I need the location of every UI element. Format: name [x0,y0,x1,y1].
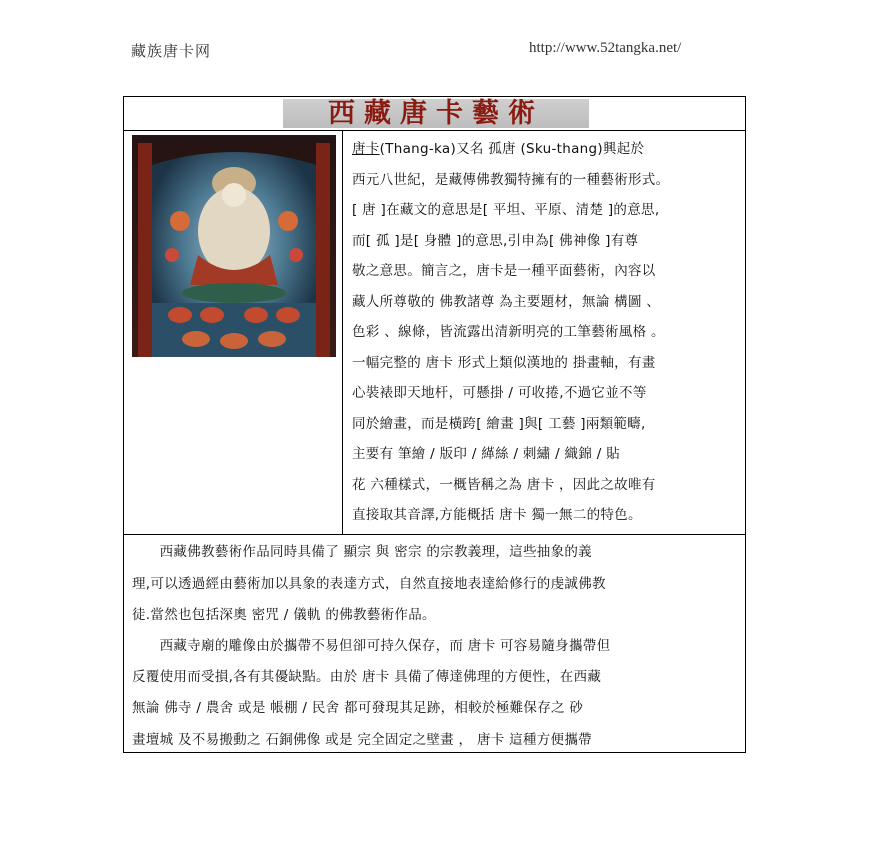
site-url[interactable]: http://www.52tangka.net/ [529,40,682,56]
image-cell [124,131,343,535]
body-line: 無論 佛寺 / 農舍 或是 帳棚 / 民舍 都可發現其足跡，相較於極難保存之 砂 [132,700,584,716]
intro-line: 直接取其音譯,方能概括 唐卡 獨一無二的特色。 [352,507,642,523]
site-name: 藏族唐卡网 [131,42,212,60]
intro-line: 一幅完整的 唐卡 形式上類似漢地的 掛畫軸，有畫 [352,355,656,371]
body-line: 反覆使用而受損,各有其優缺點。由於 唐卡 具備了傳達佛理的方便性，在西藏 [132,669,602,685]
body-line: 西藏寺廟的雕像由於攜帶不易但卻可持久保存，而 唐卡 可容易隨身攜帶但 [132,638,611,654]
cell-divider [124,534,343,535]
title-row [124,97,745,131]
document-frame [123,96,746,753]
intro-line: 心裝裱即天地杆，可懸掛 / 可收捲,不過它並不等 [352,385,647,401]
intro-line: 色彩 、線條，皆流露出清新明亮的工筆藝術風格 。 [352,324,665,340]
body-line: 西藏佛教藝術作品同時具備了 顯宗 與 密宗 的宗教義理，這些抽象的義 [132,544,592,560]
intro-line: 敬之意思。簡言之，唐卡是一種平面藝術，內容以 [352,263,656,279]
intro-line: 主要有 筆繪 / 版印 / 緙絲 / 刺繡 / 織錦 / 貼 [352,446,620,462]
intro-line: 唐卡(Thang-ka)又名 孤唐 (Sku-thang)興起於 [352,141,645,157]
intro-line: 花 六種樣式，一概皆稱之為 唐卡 ，因此之故唯有 [352,477,656,493]
body-line: 畫壇城 及不易搬動之 石銅佛像 或是 完全固定之壁畫 ， 唐卡 這種方便攜帶 [132,732,592,748]
intro-term: 唐卡 [352,141,380,157]
intro-line: 同於繪畫，而是橫跨[ 繪畫 ]與[ 工藝 ]兩類範疇, [352,416,646,432]
body-line: 徒.當然也包括深奧 密咒 / 儀軌 的佛教藝術作品。 [132,607,436,623]
intro-line: 藏人所尊敬的 佛教諸尊 為主要題材，無論 構圖 、 [352,294,661,310]
intro-line: 西元八世紀，是藏傳佛教獨特擁有的一種藝術形式。 [352,172,670,188]
body-line: 理,可以透過經由藝術加以具象的表達方式，自然直接地表達給修行的虔誠佛教 [132,576,606,592]
intro-line: [ 唐 ]在藏文的意思是[ 平坦、平原、清楚 ]的意思, [352,202,660,218]
page-title: 西藏唐卡藝術 [283,99,589,128]
thangka-painting-image [132,135,336,357]
intro-line: 而[ 孤 ]是[ 身體 ]的意思,引申為[ 佛神像 ]有尊 [352,233,639,249]
